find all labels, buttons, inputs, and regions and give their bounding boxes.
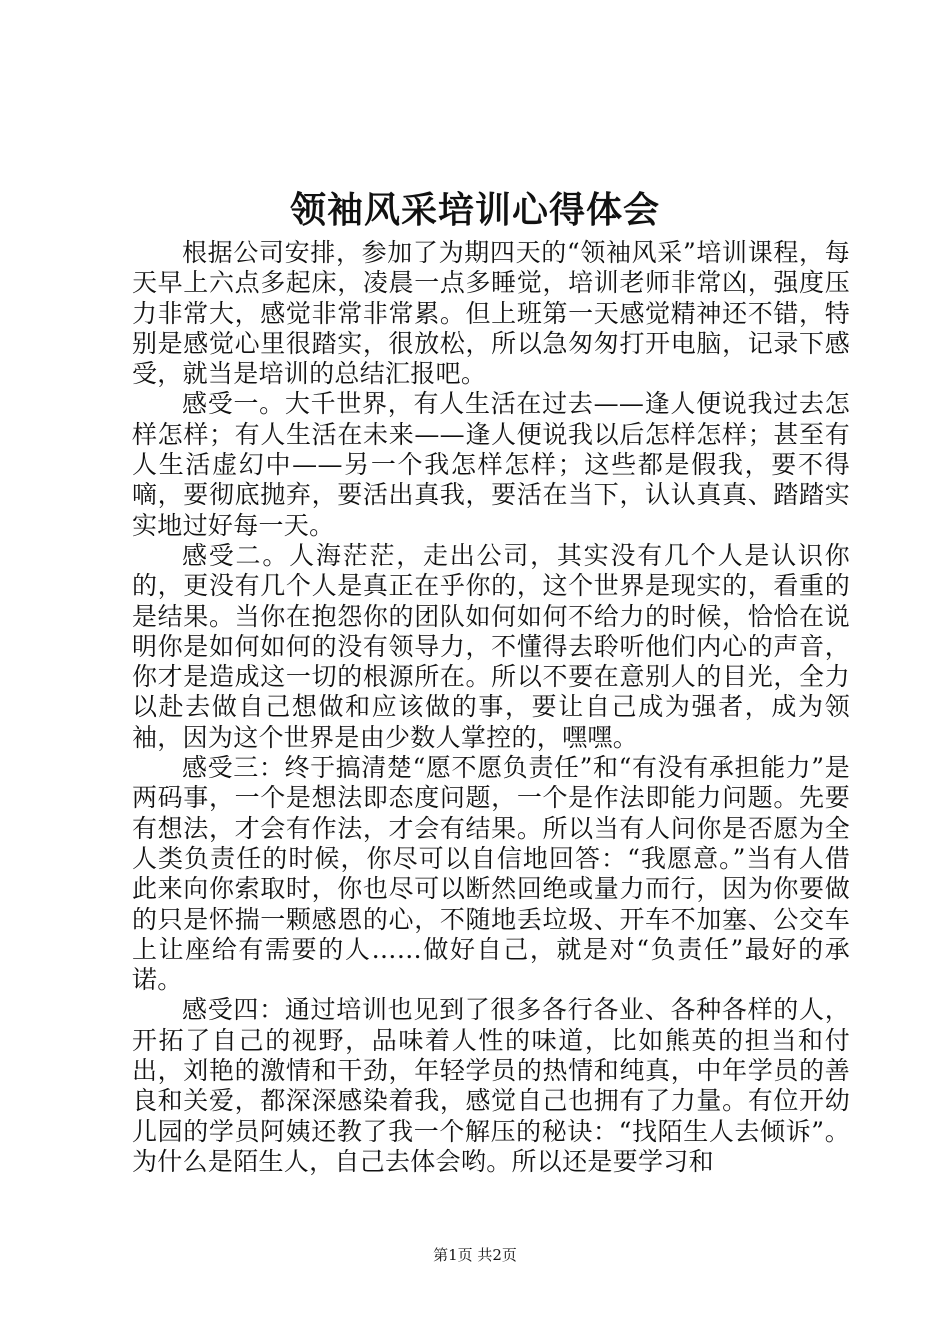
paragraph-feeling-3: 感受三：终于搞清楚“愿不愿负责任”和“有没有承担能力”是两码事，一个是想法即态度问题，一个是作法即能力问题。先要有想法，才会有作法，才会有结果。所以当有人问你是否愿为全人类负责任的时候，你尽可以自信地回答：“我愿意。”当有人借此来向你索取时，你也尽可以断然回绝或量力而行，因为你要做的只是怀揣一颗感恩的心，不随地丢垃圾、开车不加塞、公交车上让座给有需要的人……做好自己，就是对“负责任”最好的承诺。 bbox=[132, 753, 850, 995]
paragraph-intro: 根据公司安排，参加了为期四天的“领袖风采”培训课程，每天早上六点多起床，凌晨一点多睡觉，培训老师非常凶，强度压力非常大，感觉非常非常累。但上班第一天感觉精神还不错，特别是感觉心里很踏实，很放松，所以急匆匆打开电脑，记录下感受，就当是培训的总结汇报吧。 bbox=[132, 238, 850, 389]
document-title: 领袖风采培训心得体会 bbox=[289, 189, 660, 231]
paragraph-feeling-2: 感受二。人海茫茫，走出公司，其实没有几个人是认识你的，更没有几个人是真正在乎你的，这个世界是现实的，看重的是结果。当你在抱怨你的团队如何如何不给力的时候，恰恰在说明你是如何如何的没有领导力，不懂得去聆听他们内心的声音，你才是造成这一切的根源所在。所以不要在意别人的目光，全力以赴去做自己想做和应该做的事，要让自己成为强者，成为领袖，因为这个世界是由少数人掌控的，嘿嘿。 bbox=[132, 540, 850, 752]
page-number-footer: 第1页 共2页 bbox=[433, 1246, 517, 1264]
document-body bbox=[132, 238, 850, 1177]
paragraph-feeling-1: 感受一。大千世界，有人生活在过去——逢人便说我过去怎样怎样；有人生活在未来——逢人便说我以后怎样怎样；甚至有人生活虚幻中——另一个我怎样怎样；这些都是假我，要不得嘀，要彻底抛弃，要活出真我，要活在当下，认认真真、踏踏实实地过好每一天。 bbox=[132, 389, 850, 540]
paragraph-feeling-4: 感受四：通过培训也见到了很多各行各业、各种各样的人，开拓了自己的视野，品味着人性的味道，比如熊英的担当和付出，刘艳的激情和干劲，年轻学员的热情和纯真，中年学员的善良和关爱，都深深感染着我，感觉自己也拥有了力量。有位开幼儿园的学员阿姨还教了我一个解压的秘诀：“找陌生人去倾诉”。为什么是陌生人，自己去体会哟。所以还是要学习和 bbox=[132, 995, 850, 1176]
